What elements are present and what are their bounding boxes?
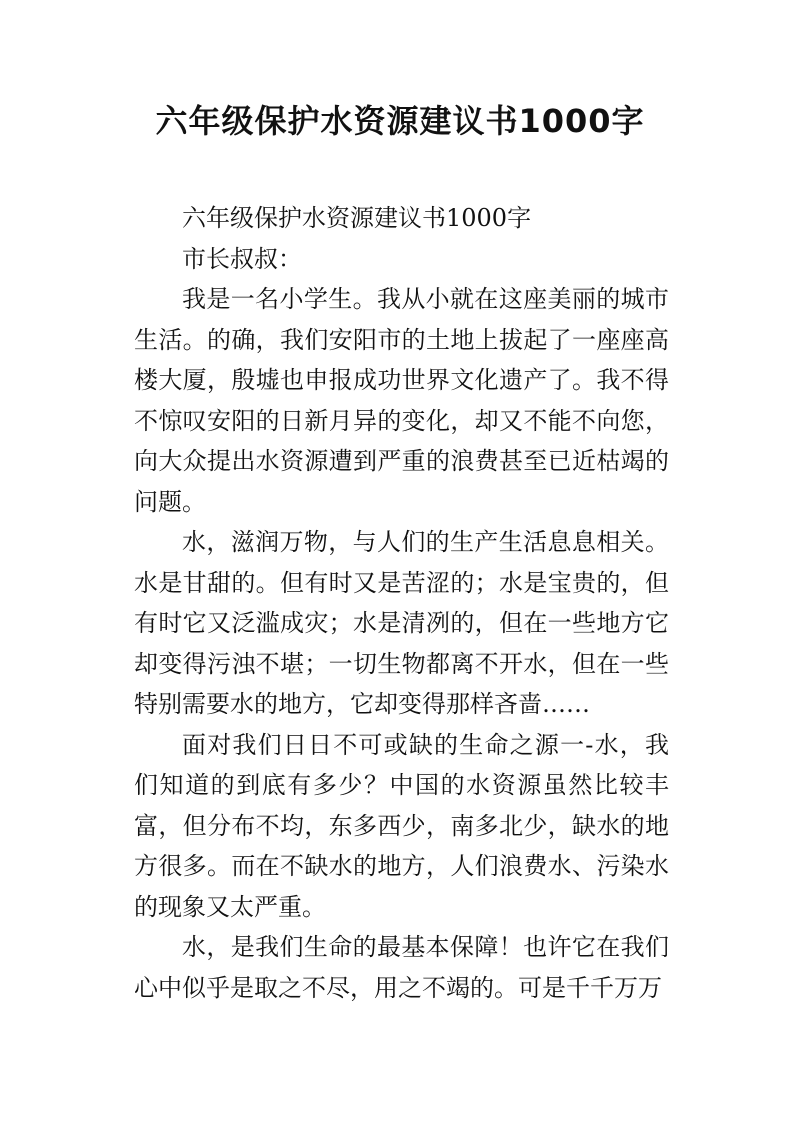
paragraph-body-2: 水，滋润万物，与人们的生产生活息息相关。水是甘甜的。但有时又是苦涩的；水是宝贵的，但有时它又泛滥成灾；水是清冽的，但在一些地方它却变得污浊不堪；一切生物都离不开水，但在一些特别需要水的地方，它却变得那样吝啬…… <box>134 528 669 718</box>
paragraph-body-4: 水，是我们生命的最基本保障！也许它在我们心中似乎是取之不尽，用之不竭的。可是千千万万 <box>134 933 669 1002</box>
document-body <box>134 198 669 1008</box>
paragraph-subtitle: 六年级保护水资源建议书1000字 <box>182 204 532 232</box>
document-title: 六年级保护水资源建议书1000字 <box>155 102 645 140</box>
paragraph-body-1: 我是一名小学生。我从小就在这座美丽的城市生活。的确，我们安阳市的土地上拔起了一座座高楼大厦，殷墟也申报成功世界文化遗产了。我不得不惊叹安阳的日新月异的变化，却又不能不向您，向大众提出水资源遭到严重的浪费甚至已近枯竭的问题。 <box>134 285 669 516</box>
paragraph-salutation: 市长叔叔： <box>182 244 302 273</box>
paragraph-body-3: 面对我们日日不可或缺的生命之源一-水，我们知道的到底有多少？中国的水资源虽然比较丰富，但分布不均，东多西少，南多北少，缺水的地方很多。而在不缺水的地方，人们浪费水、污染水的现象又太严重。 <box>134 730 669 921</box>
